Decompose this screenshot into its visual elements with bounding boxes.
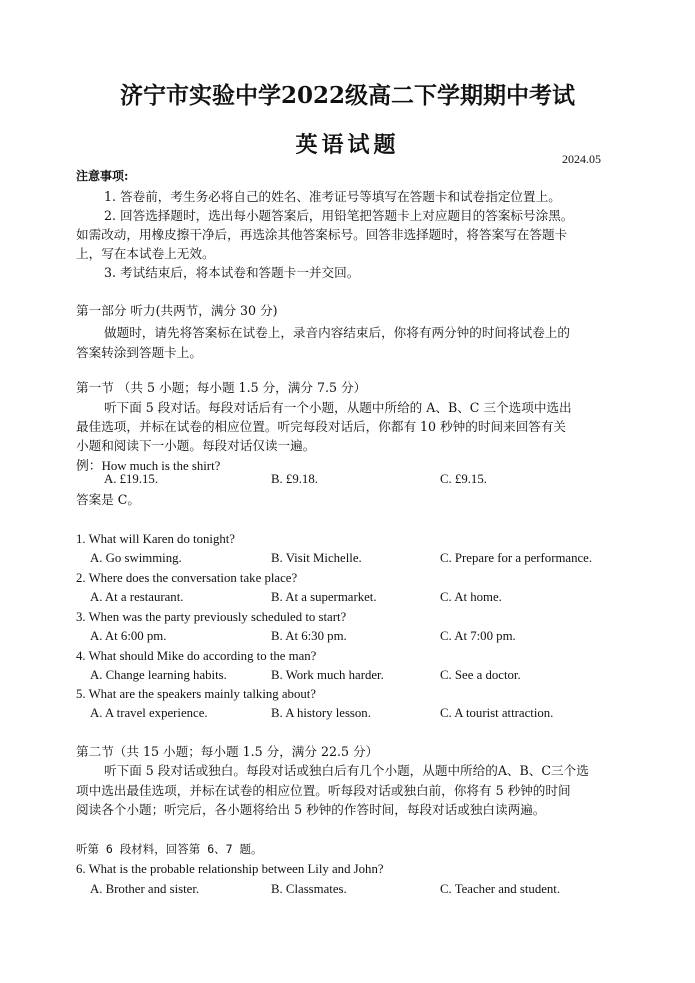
example-option-a: A. £19.15. [104,472,159,486]
exam-title: 济宁市实验中学2022级高二下学期期中考试 [119,82,575,109]
section2-instruction-1: 听下面 5 段对话或独白。每段对话或独白后有几个小题，从题中所给的A、B、C三个选 [104,763,589,778]
question-3: 3. When was the party previously scheduled to start? [76,610,347,624]
part1-heading: 第一部分 听力(共两节，满分 30 分) [76,303,278,318]
question-2: 2. Where does the conversation take place? [76,571,298,585]
q1-option-b: B. Visit Michelle. [271,551,362,565]
example-question: 例：How much is the shirt? [76,459,221,473]
q2-option-c: C. At home. [440,590,502,604]
exam-subtitle: 英语试题 [295,132,400,158]
example-option-c: C. £9.15. [440,472,487,486]
q6-option-b: B. Classmates. [271,882,347,896]
notice-line-2: 2. 回答选择题时，选出每小题答案后，用铅笔把答题卡上对应题目的答案标号涂黑。 [104,208,574,223]
example-answer: 答案是 C。 [76,492,141,507]
q3-option-a: A. At 6:00 pm. [90,629,167,643]
part1-instruction-1: 做题时，请先将答案标在试卷上，录音内容结束后，你将有两分钟的时间将试卷上的 [104,325,570,340]
notice-line-3: 如需改动，用橡皮擦干净后，再选涂其他答案标号。回答非选择题时，将答案写在答题卡 [76,227,568,242]
part1-instruction-2: 答案转涂到答题卡上。 [76,345,202,360]
section1-heading: 第一节 （共 5 小题；每小题 1.5 分，满分 7.5 分） [76,380,367,395]
section2-instruction-3: 阅读各个小题；听完后，各小题将给出 5 秒钟的作答时间，每段对话或独白读两遍。 [76,802,546,817]
notice-heading: 注意事项: [76,169,129,183]
q1-option-c: C. Prepare for a performance. [440,551,593,565]
question-1: 1. What will Karen do tonight? [76,532,235,546]
notice-line-5: 3. 考试结束后，将本试卷和答题卡一并交回。 [104,265,360,280]
q4-option-c: C. See a doctor. [440,668,521,682]
q2-option-a: A. At a restaurant. [90,590,184,604]
q4-option-a: A. Change learning habits. [90,668,227,682]
q2-option-b: B. At a supermarket. [271,590,377,604]
section1-instruction-3: 小题和阅读下一小题。每段对话仅读一遍。 [76,438,316,453]
exam-date: 2024.05 [562,152,601,166]
q5-option-c: C. A tourist attraction. [440,706,554,720]
section2-instruction-2: 项中选出最佳选项，并标在试卷的相应位置。听每段对话或独白前，你将有 5 秒钟的时间 [76,783,571,798]
question-4: 4. What should Mike do according to the man? [76,649,317,663]
q6-option-a: A. Brother and sister. [90,882,200,896]
q3-option-c: C. At 7:00 pm. [440,629,516,643]
notice-line-1: 1. 答卷前，考生务必将自己的姓名、准考证号等填写在答题卡和试卷指定位置上。 [104,189,561,204]
q6-option-c: C. Teacher and student. [440,882,561,896]
q5-option-a: A. A travel experience. [90,706,208,720]
section2-heading: 第二节（共 15 小题；每小题 1.5 分，满分 22.5 分） [76,744,379,759]
q5-option-b: B. A history lesson. [271,706,371,720]
example-option-b: B. £9.18. [271,472,318,486]
question-5: 5. What are the speakers mainly talking about? [76,687,316,701]
section1-instruction-1: 听下面 5 段对话。每段对话后有一个小题，从题中所给的 A、B、C 三个选项中选出 [104,400,572,415]
question-6: 6. What is the probable relationship between Lily and John? [76,862,384,876]
material-note: 听第 6 段材料，回答第 6、7 题。 [76,842,263,856]
notice-line-4: 上，写在本试卷上无效。 [76,246,215,261]
q4-option-b: B. Work much harder. [271,668,384,682]
section1-instruction-2: 最佳选项，并标在试卷的相应位置。听完每段对话后，你都有 10 秒钟的时间来回答有关 [76,419,567,434]
q3-option-b: B. At 6:30 pm. [271,629,347,643]
q1-option-a: A. Go swimming. [90,551,182,565]
